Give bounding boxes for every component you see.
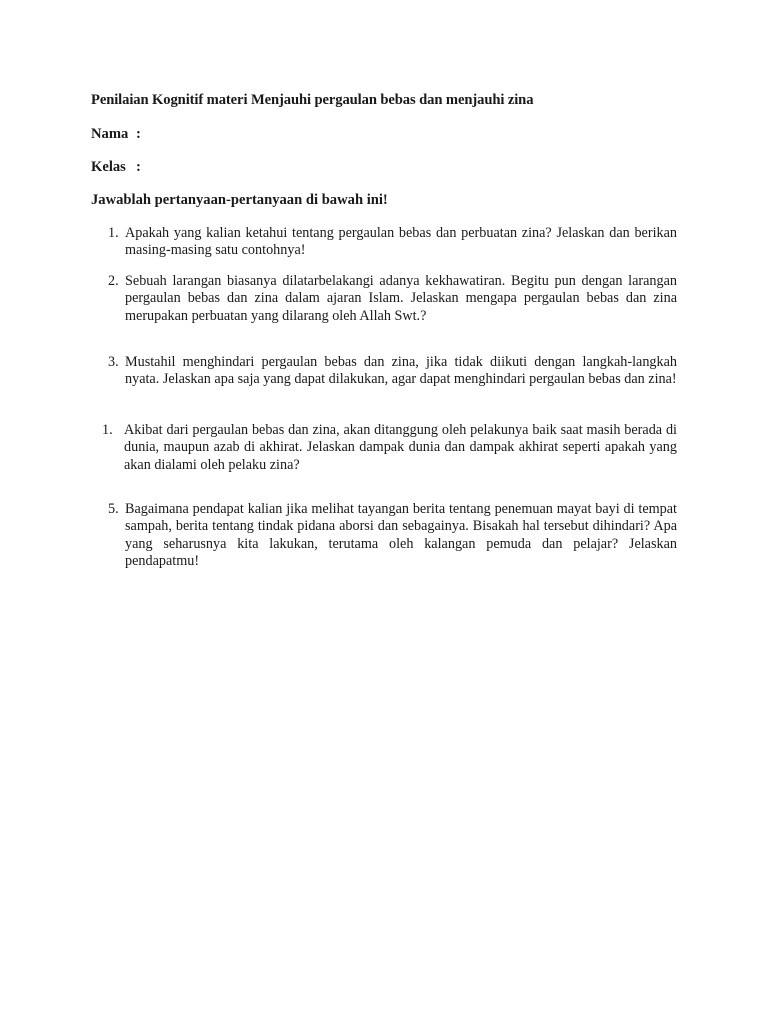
document-title: Penilaian Kognitif materi Menjauhi pergaulan bebas dan menjauhi zina <box>91 92 534 108</box>
question-text: Mustahil menghindari pergaulan bebas dan zina, jika tidak diikuti dengan langkah-langkah nyata. Jelaskan apa saja yang dapat dilakukan, agar dapat menghindari pergaulan bebas dan zina! <box>125 354 677 388</box>
question-number: 1. <box>102 422 113 438</box>
class-field <box>91 159 141 176</box>
question-number: 1. <box>108 225 119 241</box>
question-text: Bagaimana pendapat kalian jika melihat tayangan berita tentang penemuan mayat bayi di tempat sampah, berita tentang tindak pidana aborsi dan sebagainya. Bisakah hal tersebut dihindari? Apa yang seharusnya kita lakukan, terutama oleh kalangan pemuda dan pelajar? Jelaskan pendapatmu! <box>125 501 677 570</box>
name-label: Nama <box>91 126 129 142</box>
question-text: Apakah yang kalian ketahui tentang pergaulan bebas dan perbuatan zina? Jelaskan dan berikan masing-masing satu contohnya! <box>125 225 677 259</box>
question-number: 3. <box>108 354 119 370</box>
question-number: 5. <box>108 501 119 517</box>
instruction-text: Jawablah pertanyaan-pertanyaan di bawah ini! <box>91 192 388 208</box>
question-item <box>108 273 677 325</box>
question-item <box>102 422 677 474</box>
question-item <box>108 354 677 389</box>
question-number: 2. <box>108 273 119 289</box>
class-label: Kelas <box>91 159 126 175</box>
question-item <box>108 501 677 571</box>
question-text: Akibat dari pergaulan bebas dan zina, akan ditanggung oleh pelakunya baik saat masih berada di dunia, maupun azab di akhirat. Jelaskan dampak dunia dan dampak akhirat seperti apakah yang akan dialami oleh pelaku zina? <box>124 422 677 473</box>
question-item <box>108 225 677 260</box>
name-separator: : <box>136 126 141 142</box>
class-separator: : <box>136 159 141 175</box>
name-field <box>91 126 141 143</box>
question-text: Sebuah larangan biasanya dilatarbelakangi adanya kekhawatiran. Begitu pun dengan larangan pergaulan bebas dan zina dalam ajaran Islam. Jelaskan mengapa pergaulan bebas dan zina merupakan perbuatan yang dilarang oleh Allah Swt.? <box>125 273 677 324</box>
